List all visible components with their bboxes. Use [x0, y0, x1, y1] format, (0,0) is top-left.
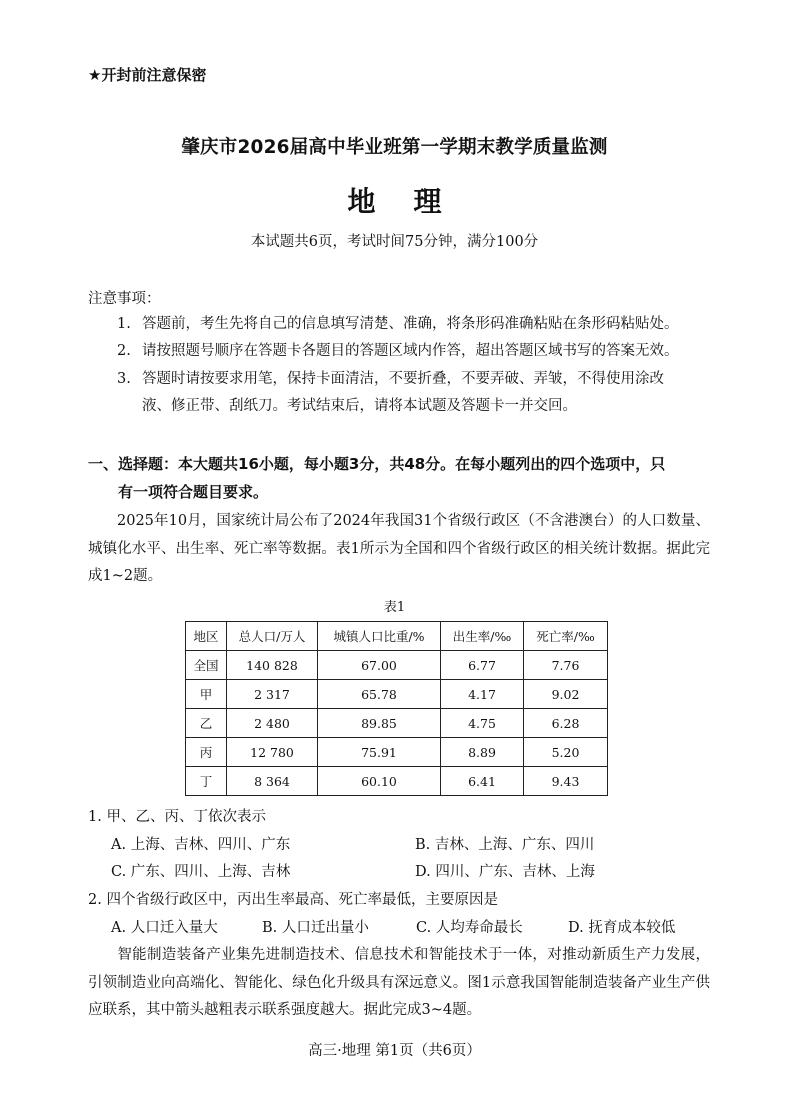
table-cell: 65.78: [318, 680, 441, 709]
passage-2-text: 智能制造装备产业集先进制造技术、信息技术和智能技术于一体，对推动新质生产力发展，引领制造业向高端化、智能化、绿色化升级具有深远意义。图1示意我国智能制造装备产业生产供应联系，其中箭头越粗表示联系强度越大。据此完成3~4题。: [88, 947, 710, 1018]
table-header-cell: 出生率/‰: [441, 622, 524, 651]
notice-text: 答题前，考生先将自己的信息填写清楚、准确，将条形码准确粘贴在条形码粘贴处。: [142, 316, 679, 332]
table-row: [186, 738, 608, 767]
passage-2: [88, 942, 710, 1025]
table-cell: 6.41: [441, 767, 524, 796]
table-cell: 60.10: [318, 767, 441, 796]
notice-text: 请按照题号顺序在答题卡各题目的答题区域内作答，超出答题区域书写的答案无效。: [142, 343, 679, 359]
question-1-stem: 1. 甲、乙、丙、丁依次表示: [88, 809, 266, 825]
question-2-option-c: C. 人均寿命最长: [416, 920, 523, 936]
table-cell: 乙: [186, 709, 227, 738]
table-cell: 4.75: [441, 709, 524, 738]
subject-char-2: 理: [413, 185, 442, 218]
notice-heading: 注意事项：: [88, 291, 161, 307]
notice-item-2: [117, 338, 712, 365]
question-1-option-c: C. 广东、四川、上海、吉林: [111, 864, 291, 880]
section-heading-line1: 一、选择题：本大题共16小题，每小题3分，共48分。在每小题列出的四个选项中，只: [88, 455, 666, 473]
table-cell: 8.89: [441, 738, 524, 767]
notice-item-1: [117, 311, 712, 338]
table-cell: 9.02: [524, 680, 608, 709]
exam-title: 肇庆市2026届高中毕业班第一学期末教学质量监测: [181, 137, 608, 158]
table-header-cell: 地区: [186, 622, 227, 651]
passage-1-text: 2025年10月，国家统计局公布了2024年我国31个省级行政区（不含港澳台）的人口数量、城镇化水平、出生率、死亡率等数据。表1所示为全国和四个省级行政区的相关统计数据。据此完成1~2题。: [88, 513, 710, 584]
page-footer: 高三·地理 第1页（共6页）: [308, 1043, 481, 1059]
table-row: [186, 651, 608, 680]
table-cell: 甲: [186, 680, 227, 709]
question-1-option-a: A. 上海、吉林、四川、广东: [111, 837, 291, 853]
population-table: [185, 621, 608, 796]
table-cell: 丁: [186, 767, 227, 796]
table-cell: 67.00: [318, 651, 441, 680]
confidential-notice: ★开封前注意保密: [88, 66, 207, 84]
table-cell: 75.91: [318, 738, 441, 767]
section-heading: [88, 450, 718, 506]
table-cell: 9.43: [524, 767, 608, 796]
notice-num: 3.: [117, 371, 131, 387]
notice-text-cont: 液、修正带、刮纸刀。考试结束后，请将本试题及答题卡一并交回。: [142, 398, 577, 414]
question-2-option-a: A. 人口迁入量大: [111, 920, 218, 936]
table-header-cell: 城镇人口比重/%: [318, 622, 441, 651]
table-cell: 2 317: [227, 680, 318, 709]
exam-info: 本试题共6页，考试时间75分钟，满分100分: [250, 234, 539, 250]
table-cell: 6.77: [441, 651, 524, 680]
subject-char-1: 地: [347, 185, 376, 218]
section-heading-line2: 有一项符合题目要求。: [118, 483, 269, 501]
table-cell: 6.28: [524, 709, 608, 738]
question-1-option-d: D. 四川、广东、吉林、上海: [415, 864, 595, 880]
table-cell: 7.76: [524, 651, 608, 680]
table-header-cell: 总人口/万人: [227, 622, 318, 651]
table-cell: 89.85: [318, 709, 441, 738]
notice-num: 1.: [117, 316, 131, 332]
question-2-stem: 2. 四个省级行政区中，丙出生率最高、死亡率最低，主要原因是: [88, 892, 498, 908]
table-header-row: [186, 622, 608, 651]
table-cell: 4.17: [441, 680, 524, 709]
subject-title: [0, 180, 789, 220]
table-cell: 5.20: [524, 738, 608, 767]
table-cell: 丙: [186, 738, 227, 767]
notice-item-3: [117, 366, 712, 420]
table-row: [186, 767, 608, 796]
question-1-option-b: B. 吉林、上海、广东、四川: [415, 837, 595, 853]
table-cell: 140 828: [227, 651, 318, 680]
table-cell: 2 480: [227, 709, 318, 738]
table-cell: 12 780: [227, 738, 318, 767]
table-header-cell: 死亡率/‰: [524, 622, 608, 651]
table-row: [186, 709, 608, 738]
table-caption: 表1: [383, 600, 406, 615]
question-2-option-d: D. 抚育成本较低: [568, 920, 676, 936]
notice-num: 2.: [117, 343, 131, 359]
question-2-option-b: B. 人口迁出量小: [262, 920, 369, 936]
table-row: [186, 680, 608, 709]
table-cell: 全国: [186, 651, 227, 680]
table-cell: 8 364: [227, 767, 318, 796]
passage-1: [88, 508, 710, 591]
notice-text: 答题时请按要求用笔，保持卡面清洁，不要折叠，不要弄破、弄皱，不得使用涂改: [142, 371, 664, 387]
